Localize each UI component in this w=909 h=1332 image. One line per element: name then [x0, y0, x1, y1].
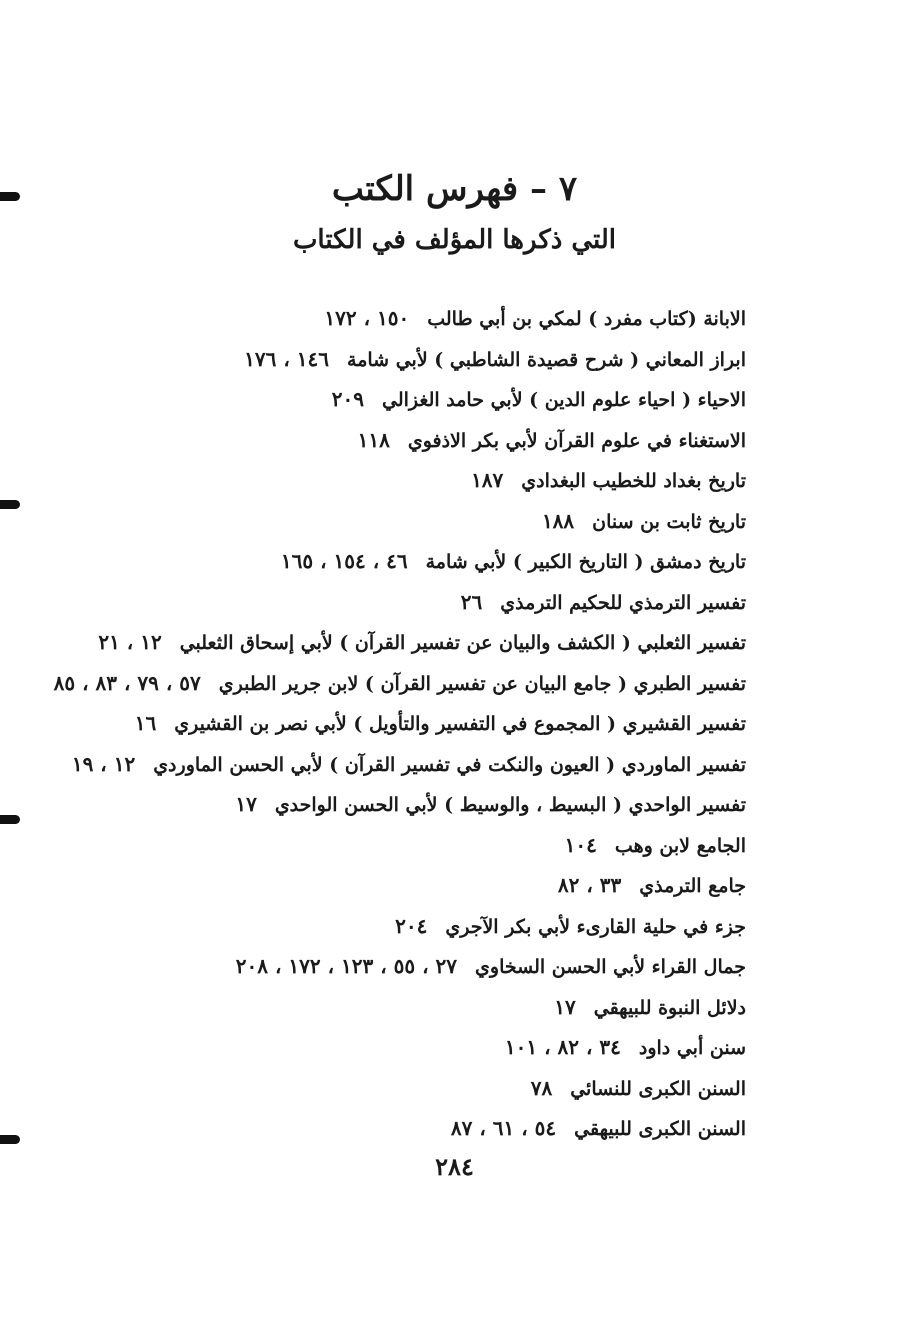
entry-pages: ١٨٧ — [471, 468, 504, 492]
entry-title: السنن الكبرى للبيهقي — [574, 1118, 746, 1140]
index-entry — [46, 946, 746, 987]
index-entry — [46, 582, 746, 623]
book-index-list — [46, 298, 746, 1149]
entry-pages: ٢٦ — [460, 589, 483, 614]
entry-pages: ١٤٦ ، ١٧٦ — [244, 346, 330, 371]
entry-pages: ٧٨ — [530, 1075, 553, 1100]
index-entry — [46, 865, 746, 906]
entry-title: جزء في حلية القارىء لأبي بكر الآجري — [445, 915, 746, 938]
entry-title: تاريخ ثابت بن سنان — [592, 510, 746, 533]
entry-title: الاستغناء في علوم القرآن لأبي بكر الاذفوي — [407, 429, 746, 452]
entry-title: الاحياء ( احياء علوم الدين ) لأبي حامد الغزالي — [382, 389, 746, 411]
index-entry — [46, 663, 746, 704]
entry-title: تفسير الواحدي ( البسيط ، والوسيط ) لأبي الحسن الواحدي — [274, 794, 746, 816]
entry-title: تاريخ بغداد للخطيب البغدادي — [521, 470, 746, 492]
entry-pages: ١٦ — [134, 711, 157, 735]
entry-pages: ٣٣ ، ٨٢ — [557, 873, 622, 897]
index-subtitle: التي ذكرها المؤلف في الكتاب — [292, 225, 617, 255]
index-entry — [46, 501, 746, 542]
entry-title: تفسير الطبري ( جامع البيان عن تفسير القرآن ) لابن جرير الطبري — [218, 672, 746, 695]
index-entry — [46, 744, 746, 785]
entry-title: تفسير الماوردي ( العيون والنكت في تفسير القرآن ) لأبي الحسن الماوردي — [153, 753, 746, 776]
entry-title: تفسير الثعلبي ( الكشف والبيان عن تفسير القرآن ) لأبي إسحاق الثعلبي — [179, 632, 746, 654]
index-entry — [46, 420, 746, 461]
entry-pages: ٤٦ ، ١٥٤ ، ١٦٥ — [280, 549, 408, 573]
entry-pages: ٥٤ ، ٦١ ، ٨٧ — [450, 1116, 557, 1140]
entry-title: الجامع لابن وهب — [614, 834, 746, 857]
entry-pages: ١٢ ، ١٩ — [71, 751, 136, 776]
entry-pages: ١٢ ، ٢١ — [98, 630, 162, 654]
page-number: ٢٨٤ — [435, 1152, 474, 1181]
entry-title: تفسير الترمذي للحكيم الترمذي — [500, 591, 746, 614]
binding-mark — [0, 815, 20, 824]
entry-title: الابانة (كتاب مفرد ) لمكي بن أبي طالب — [427, 308, 746, 330]
index-entry — [46, 1108, 746, 1149]
index-entry — [46, 1068, 746, 1109]
index-entry — [46, 379, 746, 420]
index-entry — [46, 825, 746, 866]
entry-pages: ١٥٠ ، ١٧٢ — [324, 306, 410, 330]
index-entry — [46, 298, 746, 339]
entry-pages: ١٠٤ — [564, 832, 597, 857]
binding-mark — [0, 1135, 20, 1144]
index-entry — [46, 987, 746, 1028]
index-entry — [46, 703, 746, 744]
entry-title: جامع الترمذي — [639, 875, 746, 897]
index-entry — [46, 906, 746, 947]
entry-pages: ٢٠٩ — [331, 387, 365, 411]
entry-title: تاريخ دمشق ( التاريخ الكبير ) لأبي شامة — [425, 551, 746, 573]
entry-pages: ١٧ — [554, 994, 576, 1019]
index-title: ٧ – فهرس الكتب — [331, 169, 578, 209]
index-entry — [46, 339, 746, 380]
entry-pages: ٢٠٤ — [395, 913, 428, 938]
entry-pages: ٥٧ ، ٧٩ ، ٨٣ ، ٨٥ — [53, 670, 201, 695]
index-entry — [46, 1027, 746, 1068]
entry-title: دلائل النبوة للبيهقي — [593, 996, 746, 1019]
binding-mark — [0, 500, 20, 509]
entry-title: ابراز المعاني ( شرح قصيدة الشاطبي ) لأبي شامة — [347, 348, 746, 371]
index-entry — [46, 622, 746, 663]
entry-pages: ٣٤ ، ٨٢ ، ١٠١ — [504, 1035, 621, 1059]
index-entry — [46, 784, 746, 825]
index-entry — [46, 541, 746, 582]
entry-title: تفسير القشيري ( المجموع في التفسير والتأويل ) لأبي نصر بن القشيري — [174, 713, 746, 735]
entry-pages: ١١٨ — [357, 427, 390, 452]
entry-title: السنن الكبرى للنسائي — [570, 1077, 746, 1100]
entry-pages: ١٧ — [235, 792, 257, 816]
entry-title: جمال القراء لأبي الحسن السخاوي — [475, 956, 746, 978]
entry-pages: ٢٧ ، ٥٥ ، ١٢٣ ، ١٧٢ ، ٢٠٨ — [235, 954, 458, 978]
entry-pages: ١٨٨ — [541, 508, 575, 533]
index-entry — [46, 460, 746, 501]
entry-title: سنن أبي داود — [638, 1037, 746, 1059]
